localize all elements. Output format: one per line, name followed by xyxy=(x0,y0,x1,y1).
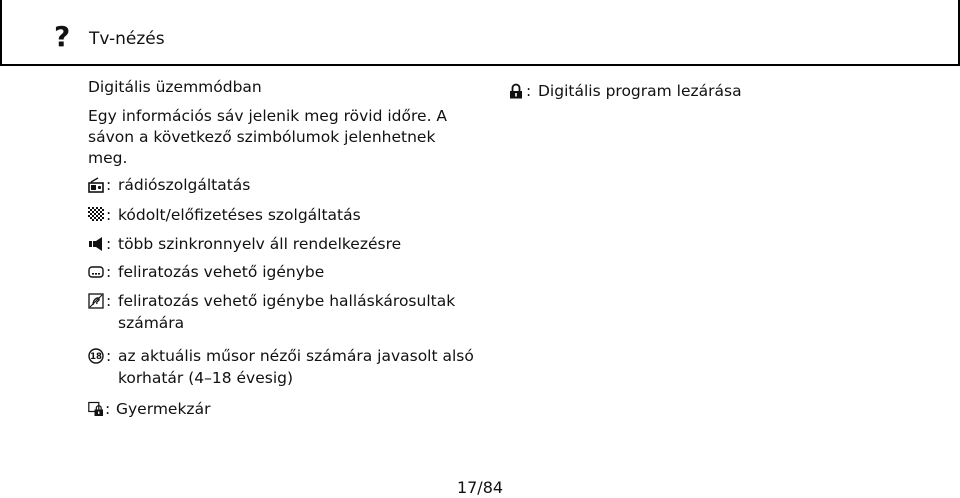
right-item-text: Digitális program lezárása xyxy=(538,82,742,100)
subtitle-hearing-impaired-icon xyxy=(88,293,104,309)
symbol-text: kódolt/előfizetéses szolgáltatás xyxy=(118,206,361,224)
program-lock-icon xyxy=(508,83,524,99)
question-mark-icon: ? xyxy=(54,20,71,53)
symbol-separator: : xyxy=(106,292,112,310)
symbol-text: feliratozás vehető igénybe xyxy=(118,263,325,281)
symbol-text: rádiószolgáltatás xyxy=(118,176,251,194)
symbol-separator: : xyxy=(106,206,112,224)
symbol-separator: : xyxy=(106,263,112,281)
age-rating-icon xyxy=(88,348,104,364)
symbol-text: feliratozás vehető igénybe halláskárosultak számára xyxy=(118,292,456,332)
symbol-text: az aktuális műsor nézői számára javasolt alsó korhatár (4–18 évesig) xyxy=(118,347,474,387)
symbol-text: több szinkronnyelv áll rendelkezésre xyxy=(118,235,402,253)
symbol-separator: : xyxy=(106,235,112,253)
encrypted-icon xyxy=(88,207,104,223)
page-header xyxy=(0,0,960,66)
symbol-separator: : xyxy=(105,400,111,418)
subtitle-icon xyxy=(88,264,104,280)
symbol-text: Gyermekzár xyxy=(116,400,211,418)
intro-paragraph: Egy információs sáv jelenik meg rövid időre. A sávon a következő szimbólumok jelenhetnek meg. xyxy=(88,107,448,167)
left-column xyxy=(88,77,468,169)
page-number: 17/84 xyxy=(456,478,504,497)
age-rating-label: 18 xyxy=(90,352,102,363)
symbol-separator: : xyxy=(526,82,532,100)
multi-audio-icon xyxy=(88,236,104,252)
child-lock-icon xyxy=(88,401,104,417)
radio-icon xyxy=(88,177,104,193)
page-title: Tv-nézés xyxy=(89,29,165,49)
symbol-separator: : xyxy=(106,176,112,194)
section-heading: Digitális üzemmódban xyxy=(88,78,262,96)
symbol-separator: : xyxy=(106,347,112,365)
